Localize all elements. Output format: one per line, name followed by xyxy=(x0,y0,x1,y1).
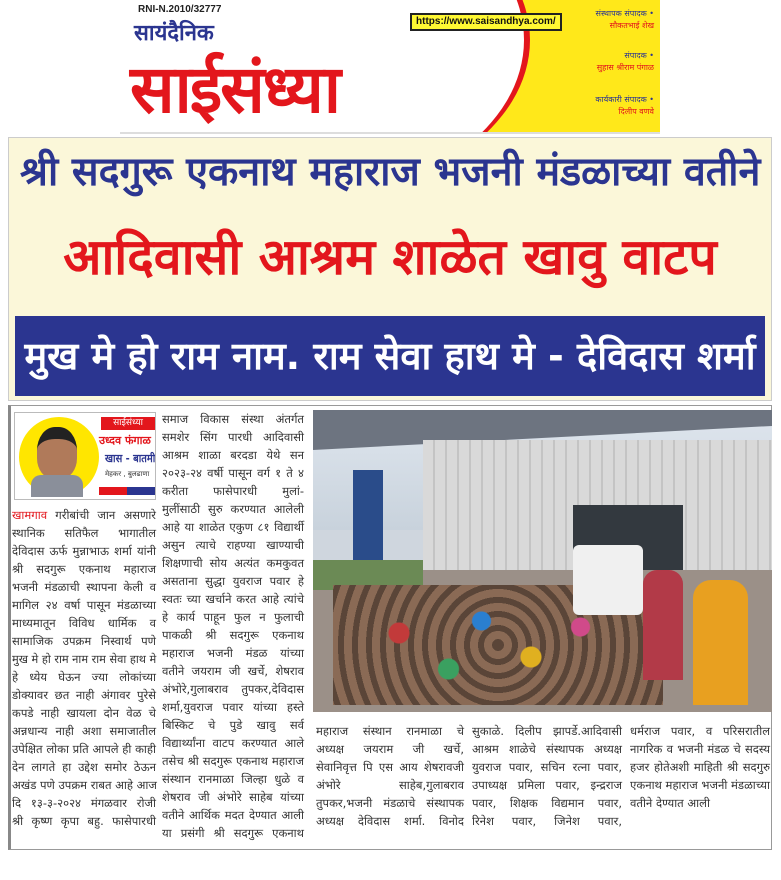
text-line: स्थानिक सतिफैल भागातील xyxy=(12,526,156,540)
text-line: डोक्यावर छत नाही अंगावर पुरेसे xyxy=(12,688,156,702)
article-column-2 xyxy=(162,410,304,842)
text-line: युवराज पवार, सचिन रत्ना पवार, xyxy=(472,760,622,774)
text-line: शिक्षणाची सोय अत्यंत कमकुवत xyxy=(162,556,304,570)
text-line: अंभोरे,गुलाबराव तुपकर,देविदास xyxy=(162,682,304,696)
headline-line1-wrap xyxy=(9,144,771,200)
text-line: दि १३-३-२०२४ मंगळवार रोजी xyxy=(12,796,156,810)
text-line: आहे या शाळेत एकुण ८१ विद्यार्थी xyxy=(162,520,304,534)
text-line: श्री कृष्ण कृपा बहु. फासेपारधी xyxy=(12,814,156,828)
newspaper-logo: साईसंध्या xyxy=(130,51,339,128)
text-line: वतीने जयराम जी खर्चे, शेषराव xyxy=(162,664,304,678)
text-line: देन लागते हा उद्देश समोर ठेऊन xyxy=(12,760,156,774)
text-line: कपडे नाही खायला दोन वेळ चे xyxy=(12,706,156,720)
masthead xyxy=(120,0,660,134)
reporter-badge xyxy=(14,412,156,500)
text-line: या प्रसंगी श्री सदगुरू एकनाथ xyxy=(162,826,304,840)
text-line: समशेर सिंग पारधी आदिवासी xyxy=(162,430,304,444)
article-column-1 xyxy=(12,506,156,830)
text-line: देविदास ऊर्फ मुन्नाभाऊ शर्मा यांनी xyxy=(12,544,156,558)
website-link[interactable]: https://www.saisandhya.com/ xyxy=(410,13,562,31)
reporter-place: मेहकर , बुलढाणा xyxy=(105,470,150,478)
editor: संस्थापक संपादक • सौकतभाई शेख xyxy=(595,9,654,30)
text-line: वतीने आर्थिक मदत देण्यात आली xyxy=(162,808,304,822)
reporter-photo xyxy=(37,427,77,479)
tagline: सायंदैनिक xyxy=(134,21,214,46)
article-column-5 xyxy=(630,722,770,812)
text-line: हे ध्येय घेऊन ज्या लोकांच्या xyxy=(12,670,156,684)
headline-line1: श्री सदगुरू एकनाथ महाराज भजनी मंडळाच्या वतीने xyxy=(19,149,761,195)
text-line: अध्यक्ष देविदास शर्मा. विनोद xyxy=(316,814,464,828)
text-line: माध्यमातून विविध धार्मिक व xyxy=(12,616,156,630)
text-line: अंभोरे साहेब,गुलाबराव xyxy=(316,778,464,792)
text-line: महाराज संस्थान रानमाळा चे xyxy=(316,724,464,738)
text-line: खामगाव गरीबांची जान असणारे xyxy=(12,508,156,522)
text-line: असताना सुद्धा युवराज पवार हे xyxy=(162,574,304,588)
text-line: रिनेश पवार, जिनेश पवार, xyxy=(472,814,622,828)
text-line: असुन त्याचे राहण्या खाण्याची xyxy=(162,538,304,552)
text-line: भजनी मंडळाची स्थापना केली व xyxy=(12,580,156,594)
text-line: अखंड पणे उपक्रम राबत आहे आज xyxy=(12,778,157,792)
text-line: २०२३-२४ वर्षी पासून वर्ग १ ते ४ xyxy=(162,466,304,480)
text-line: महाराज भजनी मंडळ यांच्या xyxy=(162,646,304,660)
text-line: हे कार्य पाहून फुल न फुलाची xyxy=(162,610,304,624)
article-column-3 xyxy=(316,722,464,830)
headline-main: आदिवासी आश्रम शाळेत खावु वाटप xyxy=(63,228,717,286)
text-line: मागिल २४ वर्षा पासून मंडळाच्या xyxy=(12,598,156,612)
reporter-name: उध्दव फंगाळ xyxy=(99,434,151,447)
text-line: तुपकर,भजनी मंडळाचे संस्थापक xyxy=(316,796,464,810)
text-line: वतीने देण्यात आली xyxy=(630,796,710,810)
badge-paper: साईसंध्या xyxy=(101,417,155,430)
headline-banner xyxy=(15,316,765,396)
dateline: खामगाव xyxy=(12,508,56,522)
text-line: धर्मराज पवार, व परिसरातील xyxy=(630,724,770,738)
text-line: तसेच श्री सदगुरू एकनाथ महाराज xyxy=(162,754,304,768)
text-line: आश्रम शाळेचे संस्थापक अध्यक्ष xyxy=(472,742,622,756)
text-line: समाज विकास संस्था अंतर्गत xyxy=(162,412,304,426)
text-line: मुख मे हो राम नाम राम सेवा हाथ मे xyxy=(12,652,157,666)
text-line: शेषराव जी अंभोरे साहेब यांच्या xyxy=(162,790,304,804)
text-line: सुकाळे. दिलीप झापर्डे.आदिवासी xyxy=(472,724,622,738)
text-line: उपेक्षित लोका प्रति आपले ही काही xyxy=(12,742,156,756)
text-line: पवार, शिक्षक विद्यमान पवार, xyxy=(472,796,622,810)
rni-number: RNI-N.2010/32777 xyxy=(138,4,222,15)
headline-box xyxy=(8,137,772,401)
text-line: पाकळी श्री सदगुरू एकनाथ xyxy=(162,628,304,642)
text-line: नागरिक व भजनी मंडळ चे सदस्य xyxy=(630,742,770,756)
text-line: स्वतः च्या खर्चाने करत आहे त्यांचे xyxy=(162,592,304,606)
text-line: आश्रम शाळा बरदडा येथे सन xyxy=(162,448,304,462)
text-line: हजर होतेअशी माहिती श्री सदगुरु xyxy=(630,760,770,774)
article-column-4 xyxy=(472,722,622,830)
text-line: संस्थान रानमाळा जिल्हा धुळे व xyxy=(162,772,304,786)
text-line: उपाध्यक्ष प्रमिला पवार, इन्द्रराज xyxy=(472,778,622,792)
editor: संपादक • सुहास श्रीराम पंगाळ xyxy=(596,51,654,72)
headline-banner-text: मुख मे हो राम नाम. राम सेवा हाथ मे - देविदास शर्मा xyxy=(24,334,756,378)
text-line: विद्यार्थ्यांना वाटप करण्यात आले xyxy=(162,736,304,750)
text-line: अन्नधान्य नाही अशा समाजातील xyxy=(12,724,156,738)
text-line: एकनाथ महाराज भजनी मंडळाच्या xyxy=(630,778,770,792)
text-line: सेवानिवृत्त पि एस आय शेषरावजी xyxy=(316,760,464,774)
badge-label: खास - बातमी xyxy=(105,452,156,465)
text-line: सामाजिक उपक्रम निस्वार्थ पणे xyxy=(12,634,156,648)
text-line: श्री सदगुरू एकनाथ महाराज xyxy=(12,562,156,576)
text-line: करीता फासेपारधी मुलां- xyxy=(162,484,304,498)
text-line: बिस्किट चे पुडे खावु सर्व xyxy=(162,718,304,732)
editor: कार्यकारी संपादक • दिलीप वणवे xyxy=(595,95,654,116)
text-line: अध्यक्ष जयराम जी खर्चे, xyxy=(316,742,464,756)
text-line: शर्मा,युवराज पवार यांच्या हस्ते xyxy=(162,700,304,714)
headline-main-wrap xyxy=(9,222,771,292)
event-photo xyxy=(313,410,772,712)
text-line: मुलींसाठी सुरु करण्यात आलेली xyxy=(162,502,304,516)
